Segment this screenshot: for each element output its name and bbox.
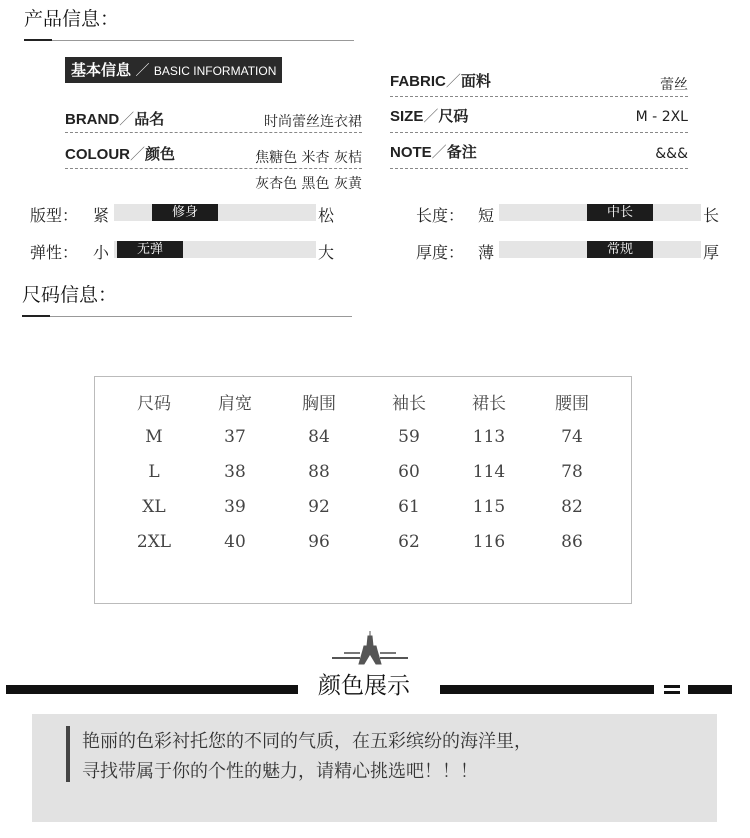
- colour-value-line1: 焦糖色 米杏 灰桔: [255, 150, 362, 166]
- size-table-cell: 38: [224, 462, 246, 482]
- basic-info-tag-cn: 基本信息: [71, 61, 132, 79]
- brand-value: 时尚蕾丝连衣裙: [264, 114, 362, 130]
- size-table-cell: L: [148, 462, 160, 482]
- title-underline-accent: [24, 39, 52, 41]
- size-table-cell: 62: [398, 532, 420, 552]
- length-scale-bar: [499, 204, 701, 221]
- quote-line-2: 寻找带属于你的个性的魅力，请精心挑选吧！！！: [82, 761, 478, 782]
- size-table-header: 袖长: [392, 394, 426, 414]
- size-table: [94, 376, 632, 604]
- length-scale-left: 短: [478, 206, 495, 225]
- size-table-cell: M: [145, 427, 163, 447]
- length-scale-right: 长: [703, 206, 720, 225]
- size-table-cell: 39: [224, 497, 246, 517]
- fit-scale-marker: 修身: [152, 204, 218, 221]
- colour-label: COLOUR／颜色: [65, 146, 176, 163]
- size-table-cell: 59: [398, 427, 420, 447]
- elastic-scale-bar: [114, 241, 316, 258]
- size-info-title: 尺码信息：: [22, 284, 118, 306]
- size-table-header: 肩宽: [218, 394, 252, 414]
- fit-scale-left: 紧: [93, 206, 110, 225]
- size-label: SIZE／尺码: [390, 108, 469, 125]
- size-table-cell: 60: [398, 462, 420, 482]
- color-quote-box: [32, 714, 717, 822]
- thickness-scale-name: 厚度：: [416, 243, 465, 262]
- quote-text: [82, 727, 532, 787]
- color-title-dash-top: [664, 685, 680, 688]
- size-table-cell: 113: [472, 427, 506, 447]
- size-table-cell: 86: [561, 532, 583, 552]
- size-table-cell: 82: [561, 497, 583, 517]
- size-table-cell: 2XL: [136, 532, 172, 552]
- length-scale-marker: 中长: [587, 204, 653, 221]
- size-table-cell: 116: [472, 532, 506, 552]
- thickness-scale-marker: 常规: [587, 241, 653, 258]
- color-title-left-band: [6, 685, 298, 694]
- colour-value-line2: 灰杏色 黑色 灰黄: [255, 176, 362, 192]
- size-table-header: 裙长: [472, 394, 506, 414]
- elastic-scale-marker: 无弹: [117, 241, 183, 258]
- color-title-end-band: [688, 685, 732, 694]
- size-value: M - 2XL: [635, 109, 688, 125]
- fabric-label: FABRIC／面料: [390, 73, 491, 90]
- note-divider: [390, 168, 688, 169]
- size-table-cell: 114: [472, 462, 506, 482]
- thickness-scale-bar: [499, 241, 701, 258]
- size-title-underline: [50, 316, 352, 317]
- brand-divider: [65, 132, 362, 133]
- size-title-underline-accent: [22, 315, 50, 317]
- size-table-cell: 61: [398, 497, 420, 517]
- size-table-cell: 40: [224, 532, 246, 552]
- title-underline: [52, 40, 354, 41]
- size-table-header: 胸围: [302, 394, 336, 414]
- color-title-right-band: [440, 685, 654, 694]
- size-table-cell: 78: [561, 462, 583, 482]
- size-table-cell: 96: [308, 532, 330, 552]
- size-table-cell: 74: [561, 427, 583, 447]
- size-table-cell: 84: [308, 427, 330, 447]
- quote-line-1: 艳丽的色彩衬托您的不同的气质，在五彩缤纷的海洋里，: [82, 731, 532, 752]
- size-table-cell: 92: [308, 497, 330, 517]
- thickness-scale-right: 厚: [703, 243, 720, 262]
- size-table-header: 尺码: [137, 394, 171, 414]
- colour-divider: [65, 168, 362, 169]
- note-value: &&&: [655, 146, 688, 162]
- brand-label: BRAND／品名: [65, 111, 165, 128]
- size-table-header: 腰围: [555, 394, 589, 414]
- size-table-cell: XL: [142, 497, 166, 517]
- fabric-value: 蕾丝: [660, 77, 688, 93]
- eiffel-tower-icon: [330, 630, 410, 666]
- product-info-title: 产品信息：: [24, 8, 120, 30]
- fit-scale-right: 松: [318, 206, 335, 225]
- basic-info-tag-en: BASIC INFORMATION: [153, 64, 277, 78]
- color-title-dash-bottom: [664, 691, 680, 694]
- fabric-divider: [390, 96, 688, 97]
- quote-bar: [66, 726, 70, 782]
- color-display-title: 颜色展示: [318, 673, 410, 699]
- size-table-cell: 37: [224, 427, 246, 447]
- elastic-scale-right: 大: [318, 243, 335, 262]
- size-divider: [390, 132, 688, 133]
- note-label: NOTE／备注: [390, 144, 477, 161]
- fit-scale-name: 版型：: [30, 206, 79, 225]
- length-scale-name: 长度：: [416, 206, 465, 225]
- size-table-cell: 115: [472, 497, 506, 517]
- thickness-scale-left: 薄: [478, 243, 495, 262]
- elastic-scale-name: 弹性：: [30, 243, 79, 262]
- size-table-cell: 88: [308, 462, 330, 482]
- basic-info-tag-sep: ／: [135, 63, 150, 79]
- elastic-scale-left: 小: [93, 243, 110, 262]
- fit-scale-bar: [114, 204, 316, 221]
- basic-info-tag: [65, 57, 282, 83]
